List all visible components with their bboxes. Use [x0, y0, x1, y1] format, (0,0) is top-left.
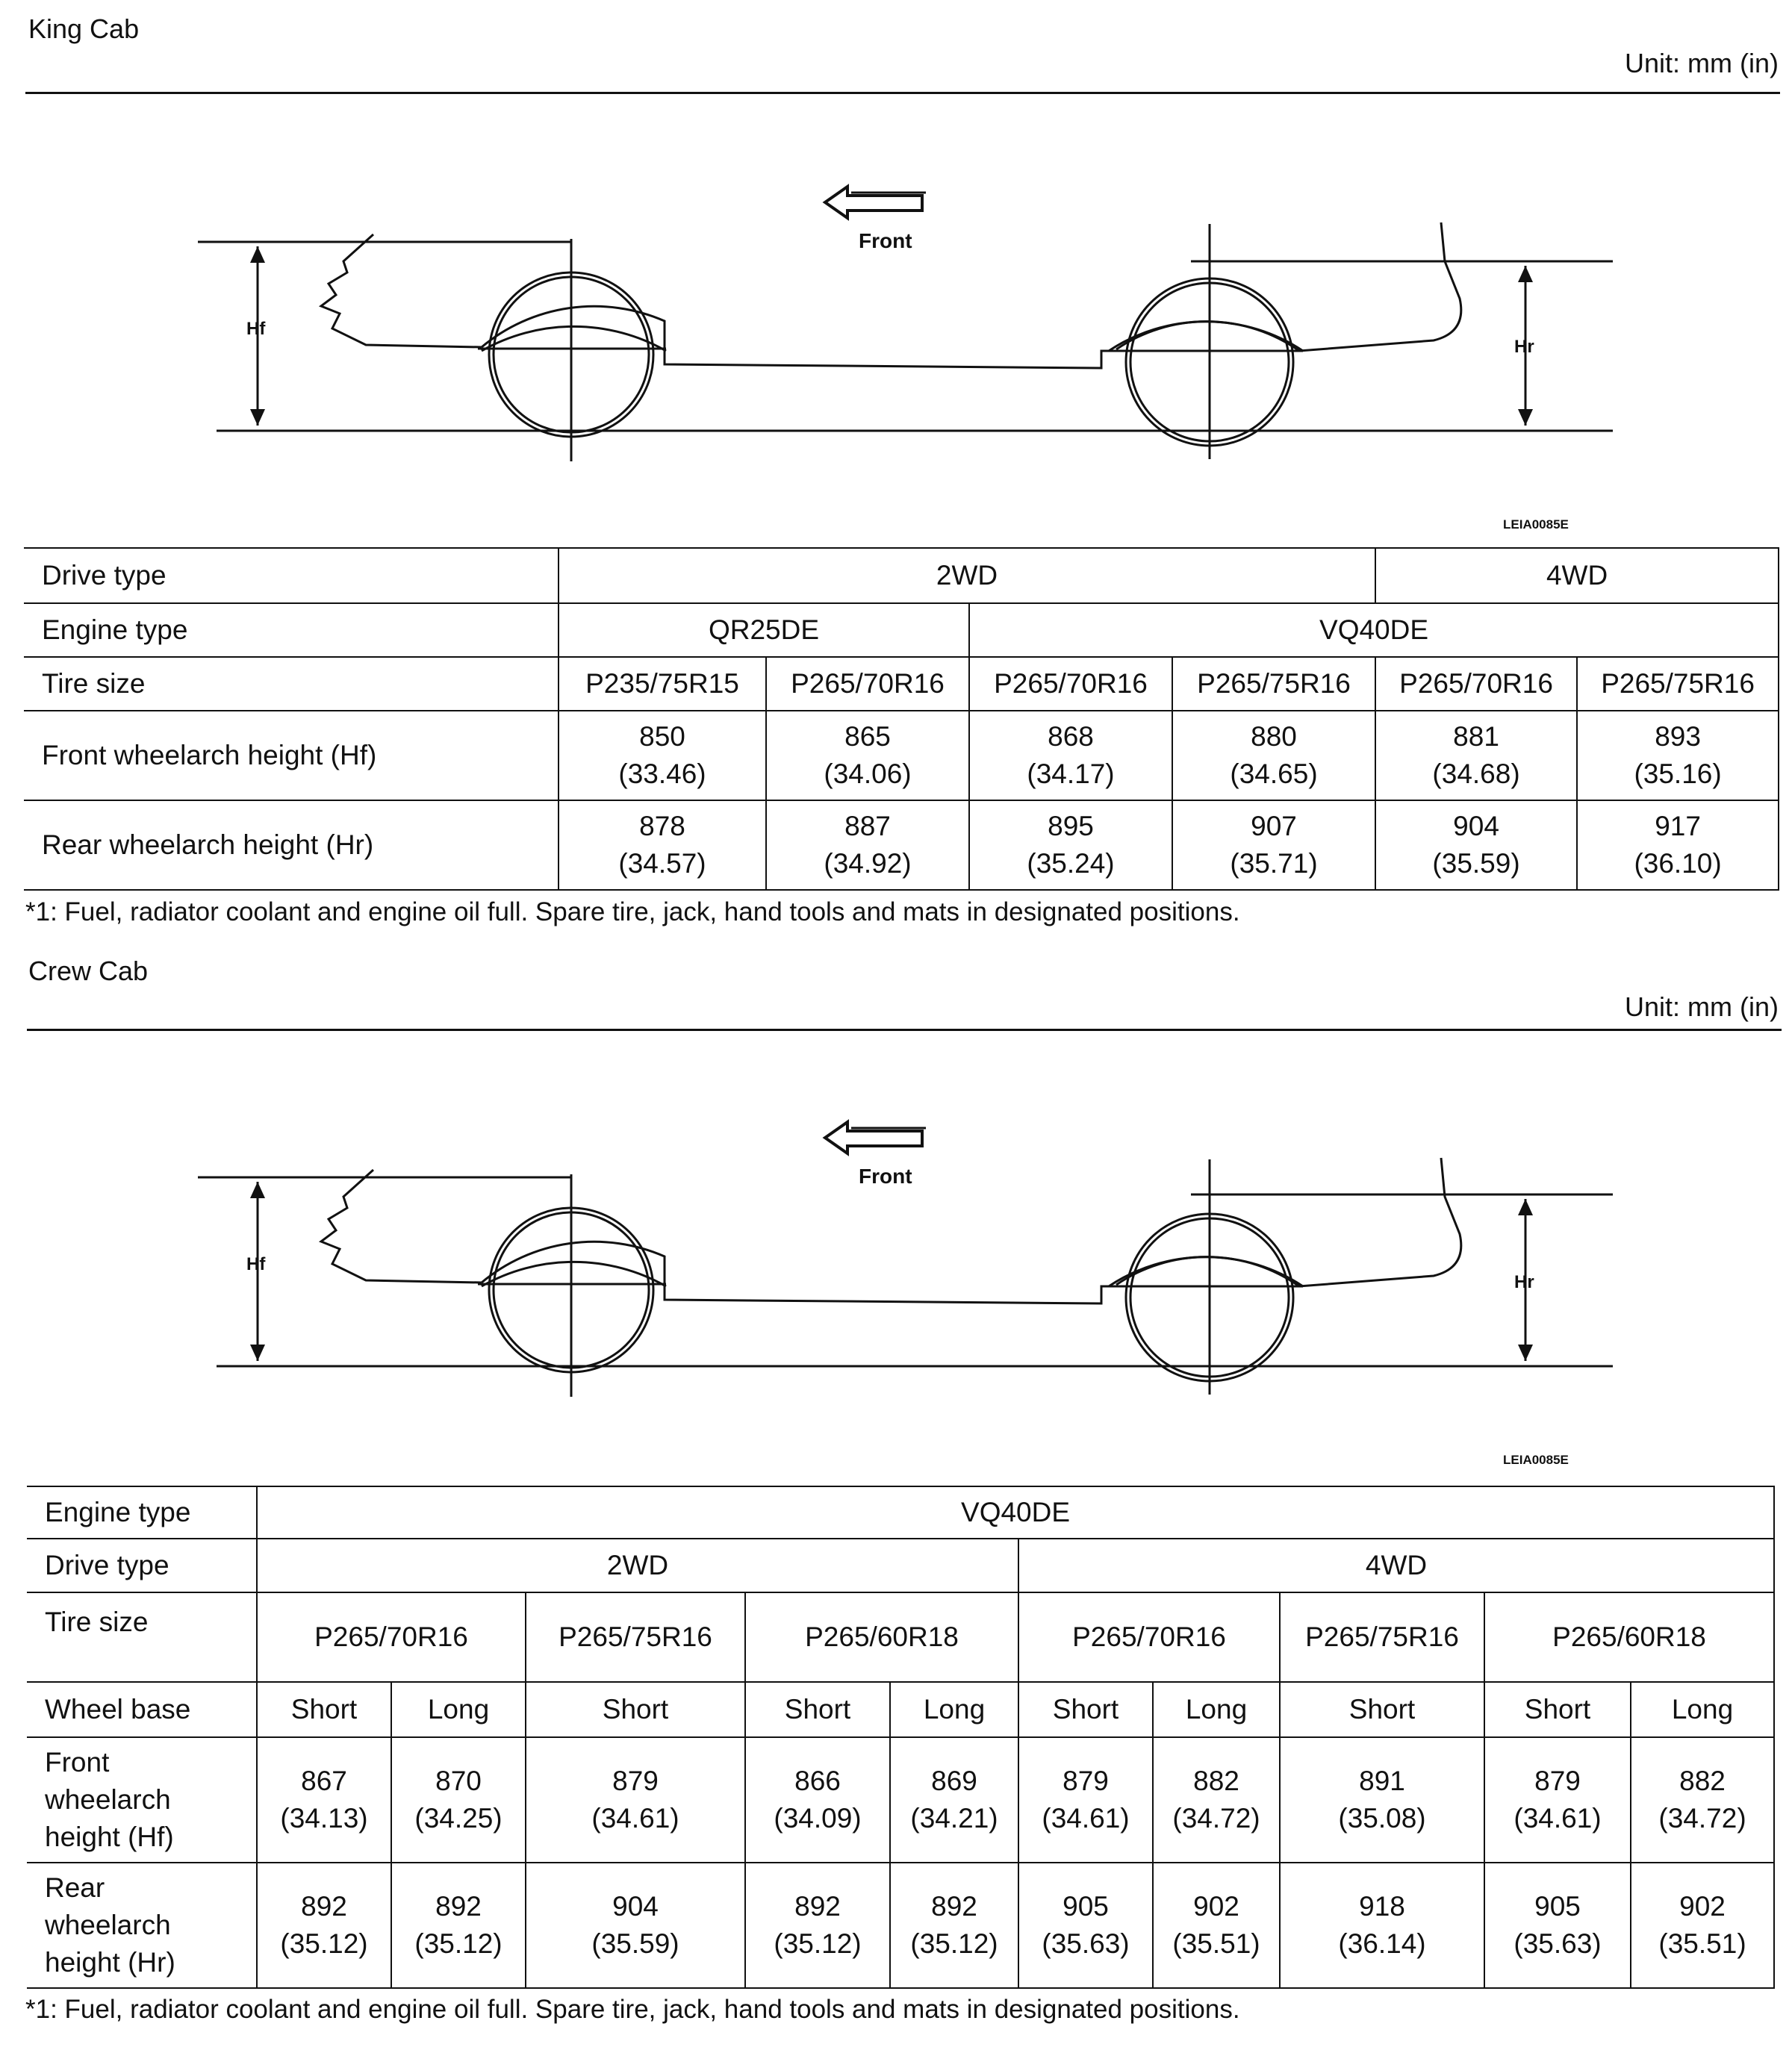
value-cell: 895 (35.24) — [969, 800, 1172, 890]
value-cell: 905 (35.63) — [1484, 1863, 1631, 1988]
value-cell: 870 (34.25) — [391, 1737, 526, 1863]
table-row — [27, 1682, 1774, 1737]
tire-size-label: Tire size — [24, 657, 559, 711]
front-arrow-label: Front — [859, 1165, 912, 1188]
crew-cab-table — [27, 1486, 1775, 1989]
tire-size-cell: P265/75R16 — [1172, 657, 1375, 711]
engine-qr25de-cell: QR25DE — [559, 603, 969, 657]
king-cab-unit: Unit: mm (in) — [1625, 48, 1779, 78]
front-direction-arrow-icon — [825, 1122, 922, 1153]
value-cell: 892 (35.12) — [391, 1863, 526, 1988]
value-cell: 902 (35.51) — [1631, 1863, 1774, 1988]
value-cell: 918 (36.14) — [1280, 1863, 1484, 1988]
value-cell: 882 (34.72) — [1631, 1737, 1774, 1863]
table-row — [24, 800, 1779, 890]
engine-vq40de-cell: VQ40DE — [969, 603, 1779, 657]
king-cab-footnote: *1: Fuel, radiator coolant and engine oil full. Spare tire, jack, hand tools and mats in designated positions. — [25, 897, 1240, 926]
tire-size-cell: P265/70R16 — [969, 657, 1172, 711]
tire-size-cell: P265/70R16 — [257, 1592, 526, 1682]
wheel-base-cell: Long — [1631, 1682, 1774, 1737]
king-cab-title: King Cab — [28, 13, 140, 44]
tire-size-label: Tire size — [27, 1592, 257, 1682]
table-row — [24, 548, 1779, 603]
wheel-base-cell: Short — [526, 1682, 745, 1737]
wheel-base-cell: Short — [257, 1682, 391, 1737]
front-body-outline — [321, 234, 482, 347]
table-row — [24, 603, 1779, 657]
wheel-base-cell: Long — [1153, 1682, 1280, 1737]
tire-size-cell: P265/75R16 — [1577, 657, 1779, 711]
value-cell: 880 (34.65) — [1172, 711, 1375, 800]
value-cell: 892 (35.12) — [745, 1863, 890, 1988]
value-cell: 887 (34.92) — [766, 800, 969, 890]
drive-2wd-cell: 2WD — [257, 1539, 1018, 1592]
tire-size-cell: P265/75R16 — [1280, 1592, 1484, 1682]
hr-label: Hr — [1514, 337, 1534, 357]
figure-code: LEIA0085E — [1503, 1453, 1569, 1467]
tire-size-cell: P265/70R16 — [1018, 1592, 1280, 1682]
front-wheel-arch — [482, 1262, 666, 1286]
table-row — [27, 1863, 1774, 1988]
value-cell: 868 (34.17) — [969, 711, 1172, 800]
body-sill-outline — [482, 1242, 1116, 1303]
tire-size-cell: P265/70R16 — [766, 657, 969, 711]
table-row — [27, 1486, 1774, 1539]
value-cell: 879 (34.61) — [1018, 1737, 1153, 1863]
value-cell: 879 (34.61) — [526, 1737, 745, 1863]
drive-2wd-cell: 2WD — [559, 548, 1375, 603]
wheel-base-cell: Short — [1018, 1682, 1153, 1737]
value-cell: 904 (35.59) — [1375, 800, 1577, 890]
tire-size-cell: P265/70R16 — [1375, 657, 1577, 711]
wheel-base-cell: Long — [890, 1682, 1018, 1737]
hr-label: Hr — [1514, 1272, 1534, 1292]
table-row — [24, 657, 1779, 711]
wheel-base-label: Wheel base — [27, 1682, 257, 1737]
drive-type-label: Drive type — [24, 548, 559, 603]
wheel-base-cell: Long — [391, 1682, 526, 1737]
value-cell: 867 (34.13) — [257, 1737, 391, 1863]
hf-label: Hf — [246, 1254, 266, 1274]
value-cell: 904 (35.59) — [526, 1863, 745, 1988]
table-row — [27, 1592, 1774, 1682]
value-cell: 881 (34.68) — [1375, 711, 1577, 800]
drive-4wd-cell: 4WD — [1375, 548, 1779, 603]
front-wheel-arch — [482, 326, 666, 351]
value-cell: 907 (35.71) — [1172, 800, 1375, 890]
engine-type-label: Engine type — [27, 1486, 257, 1539]
table-row — [27, 1539, 1774, 1592]
value-cell: 882 (34.72) — [1153, 1737, 1280, 1863]
value-cell: 865 (34.06) — [766, 711, 969, 800]
crew-cab-header-rule — [27, 1029, 1782, 1031]
front-body-outline — [321, 1170, 482, 1283]
front-direction-arrow-icon — [825, 187, 922, 218]
value-cell: 850 (33.46) — [559, 711, 766, 800]
table-row — [27, 1737, 1774, 1863]
value-cell: 892 (35.12) — [890, 1863, 1018, 1988]
value-cell: 893 (35.16) — [1577, 711, 1779, 800]
hf-label: Hf — [246, 319, 266, 339]
value-cell: 892 (35.12) — [257, 1863, 391, 1988]
tire-size-cell: P265/60R18 — [1484, 1592, 1774, 1682]
value-cell: 917 (36.10) — [1577, 800, 1779, 890]
crew-cab-wheelarch-diagram — [0, 1060, 1792, 1478]
rear-wheelarch-label: Rear wheelarch height (Hr) — [27, 1863, 257, 1988]
wheel-base-cell: Short — [1280, 1682, 1484, 1737]
value-cell: 879 (34.61) — [1484, 1737, 1631, 1863]
wheel-base-cell: Short — [1484, 1682, 1631, 1737]
king-cab-table — [24, 547, 1779, 891]
crew-cab-unit: Unit: mm (in) — [1625, 991, 1779, 1022]
table-row — [24, 711, 1779, 800]
figure-code: LEIA0085E — [1503, 517, 1569, 532]
engine-type-label: Engine type — [24, 603, 559, 657]
crew-cab-footnote: *1: Fuel, radiator coolant and engine oil full. Spare tire, jack, hand tools and mats in designated positions. — [25, 1995, 1240, 2024]
front-wheelarch-label: Front wheelarch height (Hf) — [24, 711, 559, 800]
value-cell: 891 (35.08) — [1280, 1737, 1484, 1863]
value-cell: 866 (34.09) — [745, 1737, 890, 1863]
front-arrow-label: Front — [859, 229, 912, 252]
front-wheelarch-label: Front wheelarch height (Hf) — [27, 1737, 257, 1863]
tire-size-cell: P265/60R18 — [745, 1592, 1018, 1682]
king-cab-wheelarch-diagram — [0, 0, 1792, 538]
value-cell: 902 (35.51) — [1153, 1863, 1280, 1988]
drive-type-label: Drive type — [27, 1539, 257, 1592]
value-cell: 878 (34.57) — [559, 800, 766, 890]
body-sill-outline — [482, 306, 1116, 368]
wheel-base-cell: Short — [745, 1682, 890, 1737]
tire-size-cell: P235/75R15 — [559, 657, 766, 711]
rear-wheelarch-label: Rear wheelarch height (Hr) — [24, 800, 559, 890]
drive-4wd-cell: 4WD — [1018, 1539, 1774, 1592]
value-cell: 869 (34.21) — [890, 1737, 1018, 1863]
engine-vq40de-cell: VQ40DE — [257, 1486, 1774, 1539]
tire-size-cell: P265/75R16 — [526, 1592, 745, 1682]
crew-cab-title: Crew Cab — [28, 956, 149, 986]
value-cell: 905 (35.63) — [1018, 1863, 1153, 1988]
